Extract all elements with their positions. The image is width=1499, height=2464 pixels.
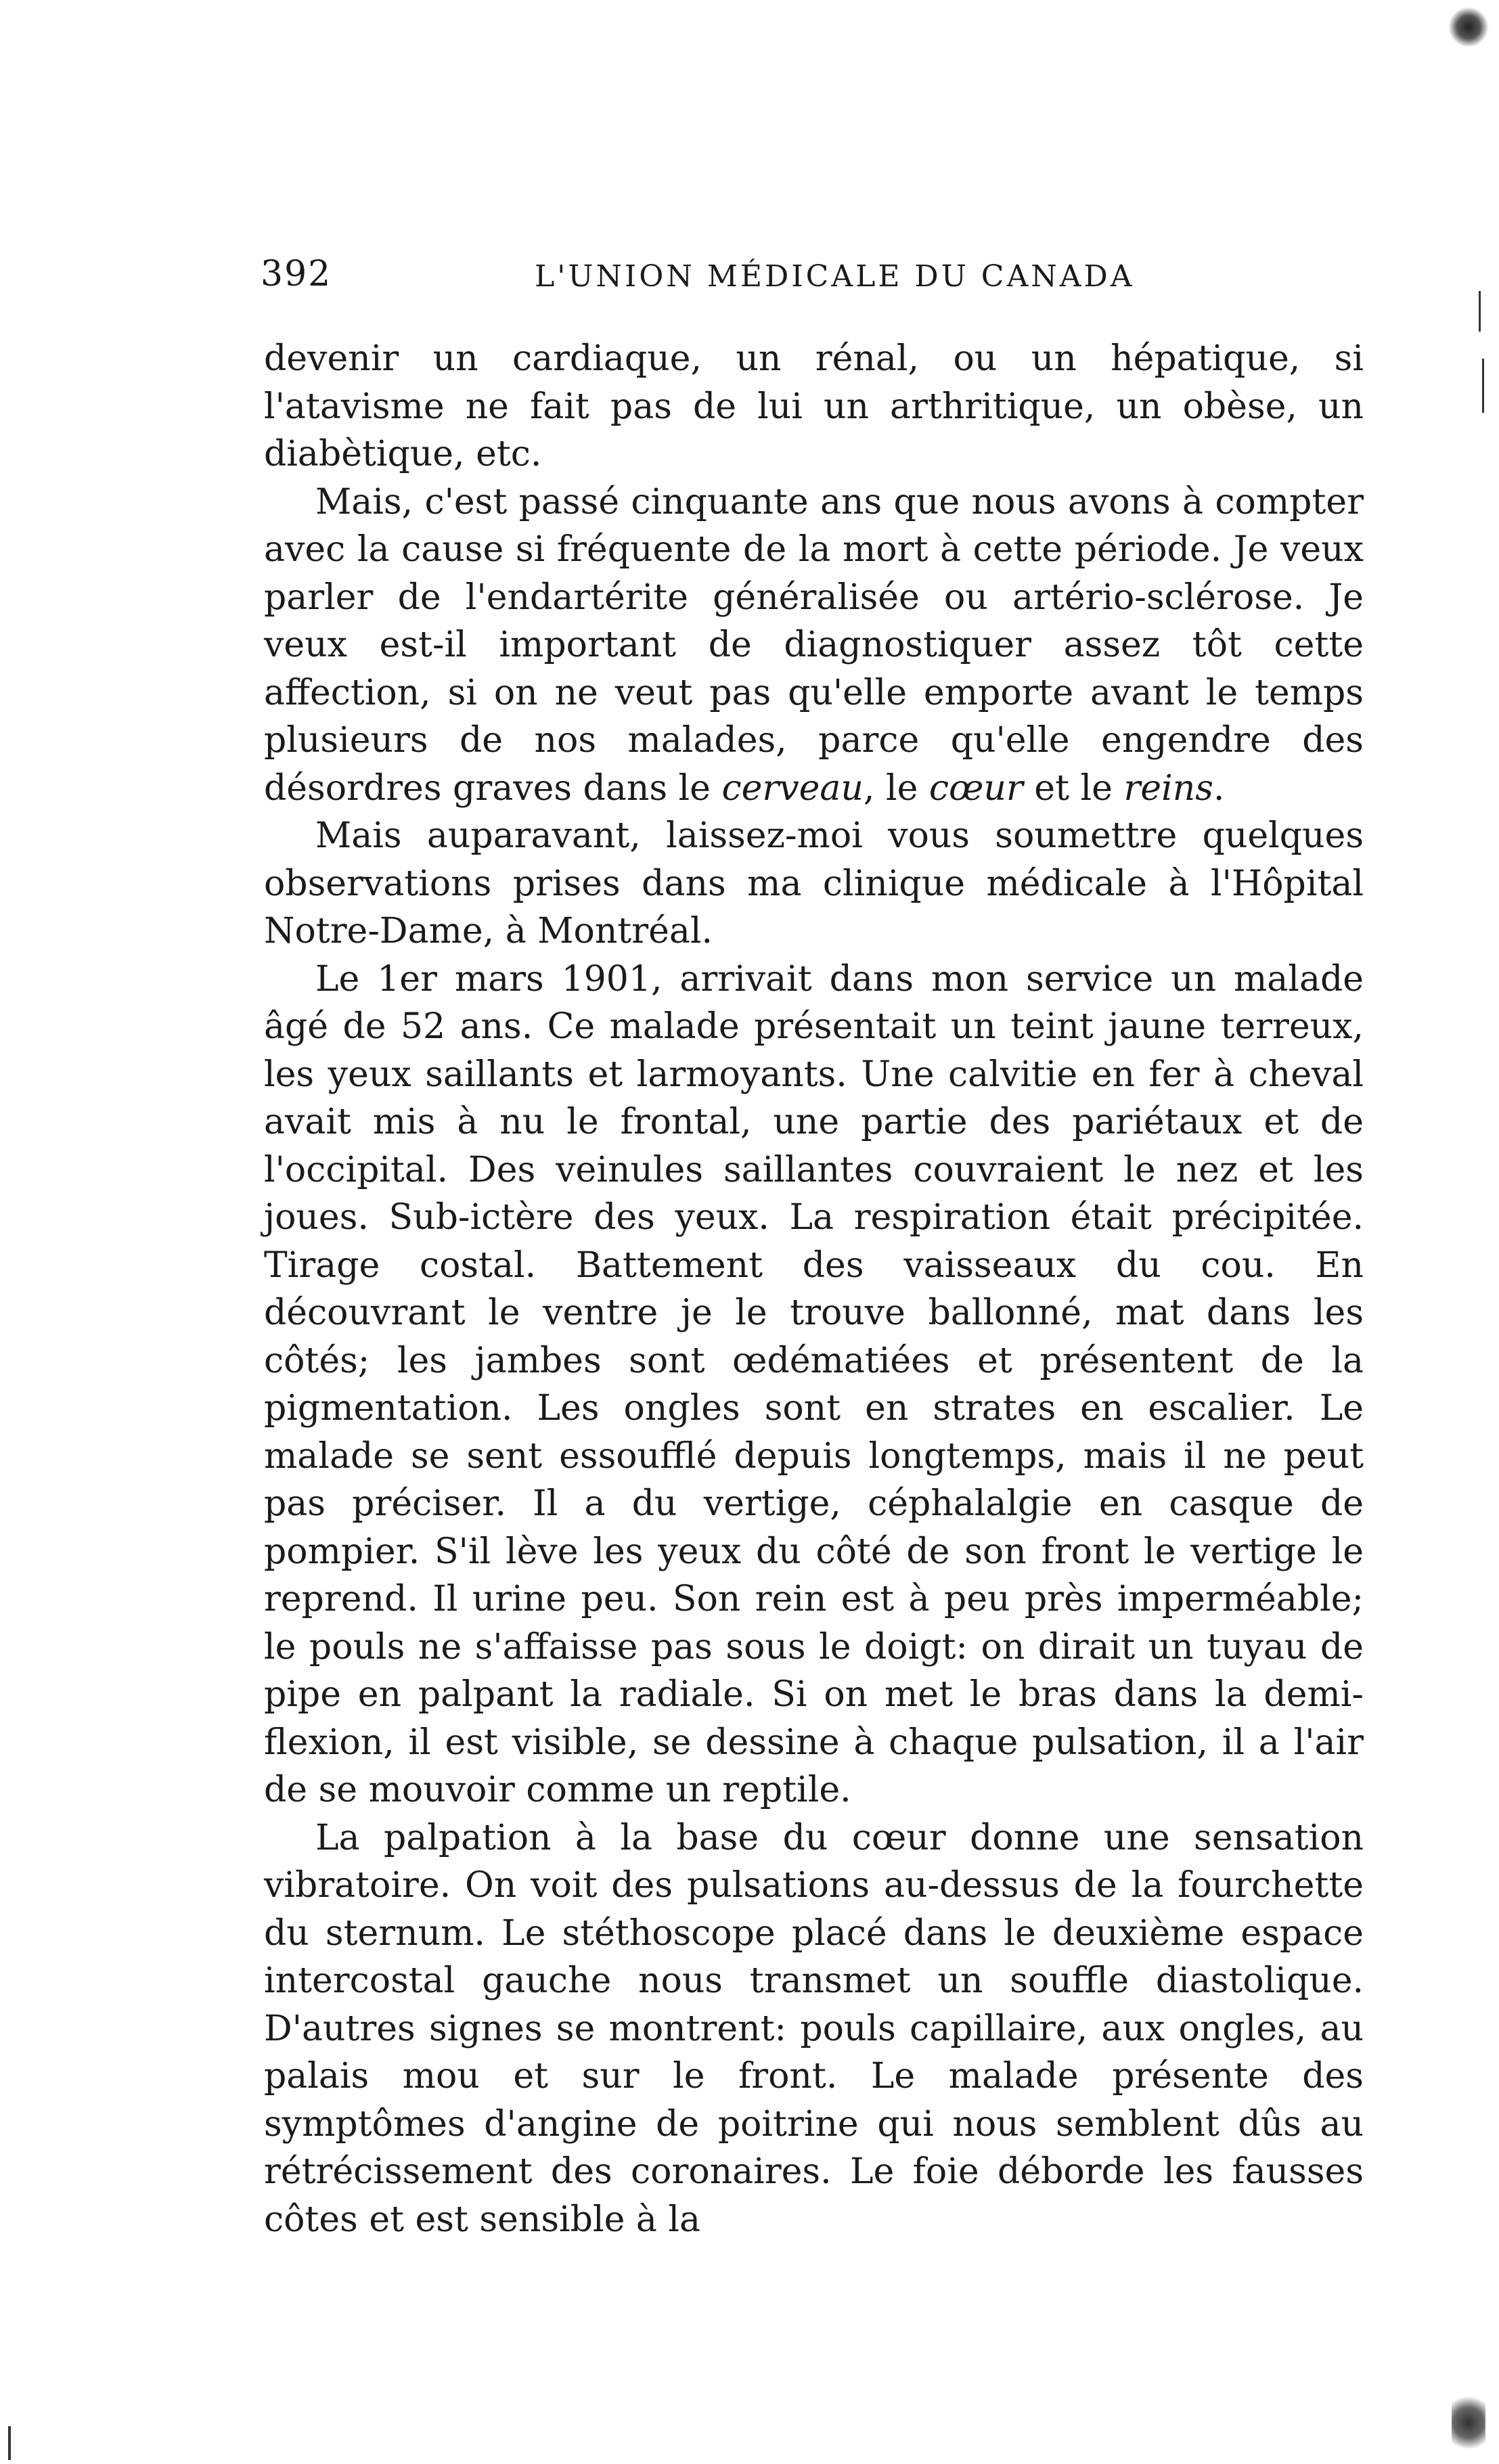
paragraph-5-text: La palpation à la base du cœur donne une sensation vibratoire. On voit des pulsations au-dessus de la fourchette du sternum. Le stéthoscope placé dans le deuxième espace intercostal gauche nous transmet un souffle diastolique. D'autres signes se montrent: pouls capillaire, aux ongles, au palais mou et sur le front. Le malade présente des symptômes d'angine de poitrine qui nous semblent dûs au rétrécissement des coronaires. Le foie déborde les fausses côtes et est sensible à la	[264, 1817, 1364, 2240]
page-header	[261, 254, 1370, 301]
paragraph-2-end: .	[1213, 767, 1225, 809]
paragraph-3-text: Mais auparavant, laissez-moi vous soumettre quelques observations prises dans ma clinique médicale à l'Hôpital Notre-Dame, à Montréal.	[264, 815, 1364, 951]
body-text	[264, 335, 1364, 2243]
paragraph-2-text: Mais, c'est passé cinquante ans que nous avons à compter avec la cause si fréquente de la mort à cette période. Je veux parler de l'endartérite généralisée ou artério-sclérose. Je veux est-il important de diagnostiquer assez tôt cette affection, si on ne veut pas qu'elle emporte avant le temps plusieurs de nos malades, parce qu'elle engendre des désordres graves dans le	[264, 481, 1364, 809]
paragraph-4	[264, 956, 1364, 1814]
paragraph-3	[264, 812, 1364, 956]
paragraph-1	[264, 335, 1364, 478]
scan-mark	[1448, 7, 1489, 47]
running-title: L'UNION MÉDICALE DU CANADA	[535, 259, 1135, 294]
paragraph-2	[264, 478, 1364, 813]
paragraph-2-sep-2: et le	[1023, 767, 1124, 809]
italic-cerveau: cerveau	[721, 767, 864, 809]
paragraph-2-sep-1: , le	[863, 767, 929, 809]
italic-reins: reins	[1123, 767, 1213, 809]
scan-mark	[8, 2426, 11, 2460]
paragraph-1-text: devenir un cardiaque, un rénal, ou un hépatique, si l'atavisme ne fait pas de lui un arthritique, un obèse, un diabètique, etc.	[264, 338, 1364, 474]
scan-mark	[1452, 2389, 1485, 2457]
scan-mark	[1479, 291, 1481, 332]
scan-mark	[1482, 359, 1484, 413]
paragraph-5	[264, 1814, 1364, 2244]
page-number: 392	[261, 254, 332, 294]
italic-coeur: cœur	[929, 767, 1023, 809]
paragraph-4-text: Le 1er mars 1901, arrivait dans mon service un malade âgé de 52 ans. Ce malade présentait un teint jaune terreux, les yeux saillants et larmoyants. Une calvitie en fer à cheval avait mis à nu le frontal, une partie des pariétaux et de l'occipital. Des veinules saillantes couvraient le nez et les joues. Sub-ictère des yeux. La respiration était précipitée. Tirage costal. Battement des vaisseaux du cou. En découvrant le ventre je le trouve ballonné, mat dans les côtés; les jambes sont œdématiées et présentent de la pigmentation. Les ongles sont en strates en escalier. Le malade se sent essoufflé depuis longtemps, mais il ne peut pas préciser. Il a du vertige, céphalalgie en casque de pompier. S'il lève les yeux du côté de son front le vertige le reprend. Il urine peu. Son rein est à peu près imperméable; le pouls ne s'affaisse pas sous le doigt: on dirait un tuyau de pipe en palpant la radiale. Si on met le bras dans la demi-flexion, il est visible, se dessine à chaque pulsation, il a l'air de se mouvoir comme un reptile.	[264, 958, 1364, 1810]
